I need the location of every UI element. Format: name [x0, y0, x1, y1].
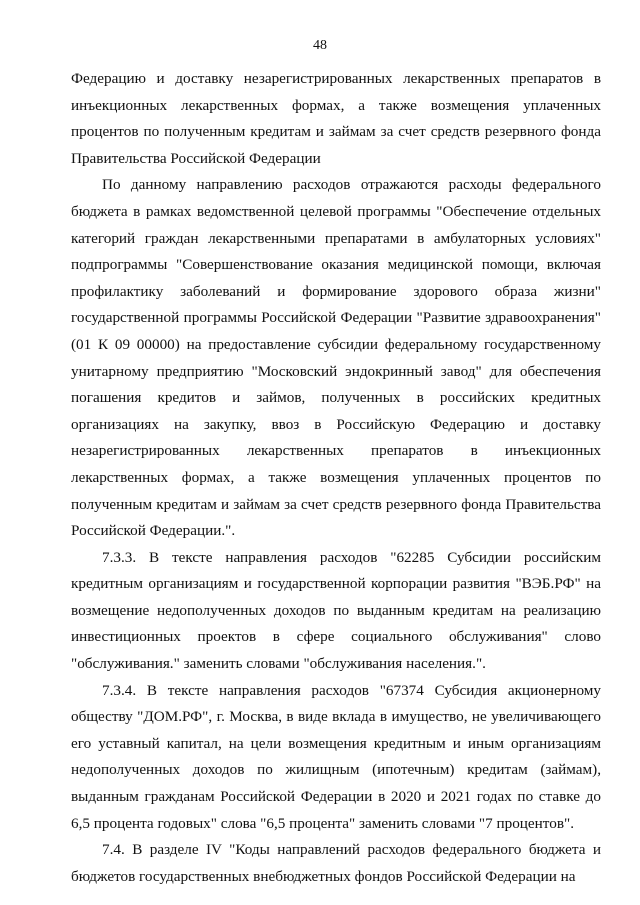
- document-body: [71, 66, 601, 890]
- paragraph-7-4: 7.4. В разделе IV "Коды направлений расходов федерального бюджета и бюджетов государственных внебюджетных фондов Российской Федерации на: [71, 841, 601, 885]
- paragraph-expense-description: По данному направлению расходов отражаются расходы федерального бюджета в рамках ведомственной целевой программы "Обеспечение отдельных категорий граждан лекарственными препаратами в амбулаторных условиях" подпрограммы "Совершенствование оказания медицинской помощи, включая профилактику заболеваний и формирование здорового образа жизни" государственной программы Российской Федерации "Развитие здравоохранения" (01 К 09 00000) на предоставление субсидии федеральному государственному унитарному предприятию "Московский эндокринный завод" для обеспечения погашения кредитов и займов, полученных в российских кредитных организациях на закупку, ввоз в Российскую Федерацию и доставку незарегистрированных лекарственных препаратов в инъекционных лекарственных формах, а также возмещения уплаченных процентов по полученным кредитам и займам за счет средств резервного фонда Правительства Российской Федерации.".: [71, 176, 601, 540]
- page-number: 48: [313, 38, 327, 53]
- paragraph-7-3-3: 7.3.3. В тексте направления расходов "62285 Субсидии российским кредитным организациям и государственной корпорации развития "ВЭБ.РФ" на возмещение недополученных доходов по выданным кредитам на реализацию инвестиционных проектов в сфере социального обслуживания" слово "обслуживания." заменить словами "обслуживания населения.".: [71, 548, 601, 673]
- paragraph-7-3-4: 7.3.4. В тексте направления расходов "67374 Субсидия акционерному обществу "ДОМ.РФ", г. Москва, в виде вклада в имущество, не увеличивающего его уставный капитал, на цели возмещения кредитным и иным организациям недополученных доходов по жилищным (ипотечным) кредитам (займам), выданным гражданам Российской Федерации в 2020 и 2021 годах по ставке до 6,5 процента годовых" слова "6,5 процента" заменить словами "7 процентов".: [71, 681, 601, 832]
- paragraph-continuation: Федерацию и доставку незарегистрированных лекарственных препаратов в инъекционных лекарственных формах, а также возмещения уплаченных процентов по полученным кредитам и займам за счет средств резервного фонда Правительства Российской Федерации: [71, 70, 601, 167]
